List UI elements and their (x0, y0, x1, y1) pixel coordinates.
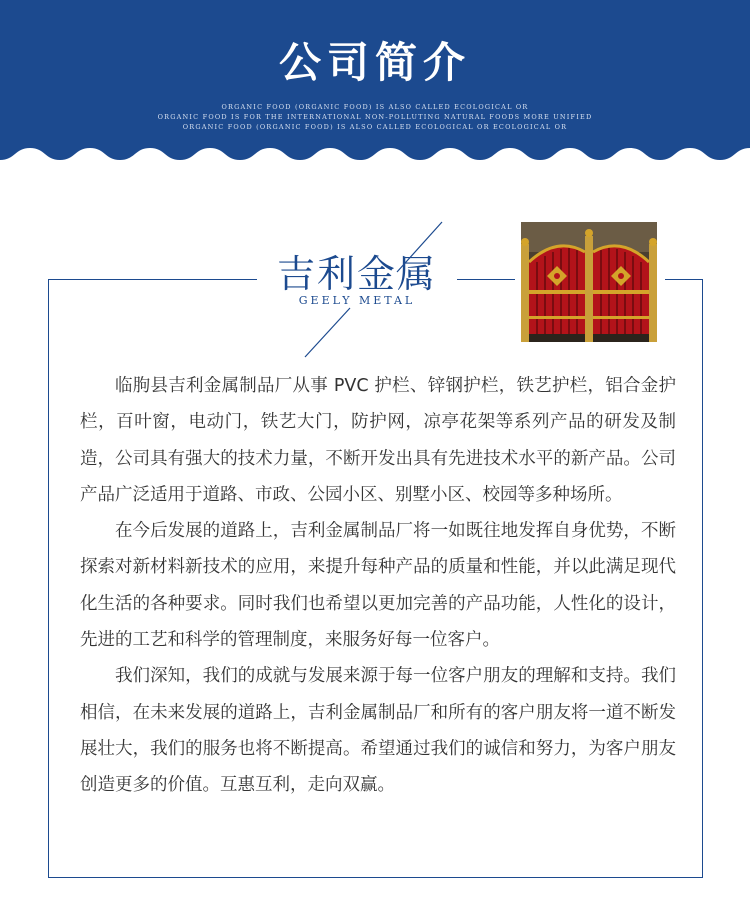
intro-paragraph: 临朐县吉利金属制品厂从事 PVC 护栏、锌钢护栏，铁艺护栏，铝合金护栏，百叶窗，电动门，铁艺大门，防护网，凉亭花架等系列产品的研发及制造，公司具有强大的技术力量，不断开发出具有先进技术水平的新产品。公司产品广泛适用于道路、市政、公园小区、别墅小区、校园等多种场所。 (80, 376, 676, 505)
iron-gate-image (521, 222, 657, 342)
gate-photo (521, 222, 657, 342)
banner-subtitle-line: ORGANIC FOOD (ORGANIC FOOD) IS ALSO CALLED ECOLOGICAL OR (221, 103, 529, 111)
intro-paragraph: 我们深知，我们的成就与发展来源于每一位客户朋友的理解和支持。我们相信，在未来发展的道路上，吉利金属制品厂和所有的客户朋友将一道不断发展壮大，我们的服务也将不断提高。希望通过我们的诚信和努力，为客户朋友创造更多的价值。互惠互利，走向双赢。 (80, 666, 676, 796)
brand-name-en: GEELY METAL (298, 294, 416, 307)
intro-paragraph: 在今后发展的道路上，吉利金属制品厂将一如既往地发挥自身优势，不断探索对新材料新技术的应用，来提升每种产品的质量和性能，并以此满足现代化生活的各种要求。同时我们也希望以更加完善的产品功能，人性化的设计，先进的工艺和科学的管理制度，来服务好每一位客户。 (80, 521, 676, 651)
banner-subtitle-line: ORGANIC FOOD IS FOR THE INTERNATIONAL NON-POLLUTING NATURAL FOODS MORE UNIFIED (157, 113, 593, 121)
company-intro-text (80, 368, 676, 804)
page-title: 公司简介 (278, 38, 471, 87)
brand-name-cn: 吉利金属 (276, 252, 437, 296)
banner-subtitle-line: ORGANIC FOOD (ORGANIC FOOD) IS ALSO CALLED ECOLOGICAL OR ECOLOGICAL OR (182, 123, 568, 131)
diagonal-line-bottom (305, 308, 350, 357)
